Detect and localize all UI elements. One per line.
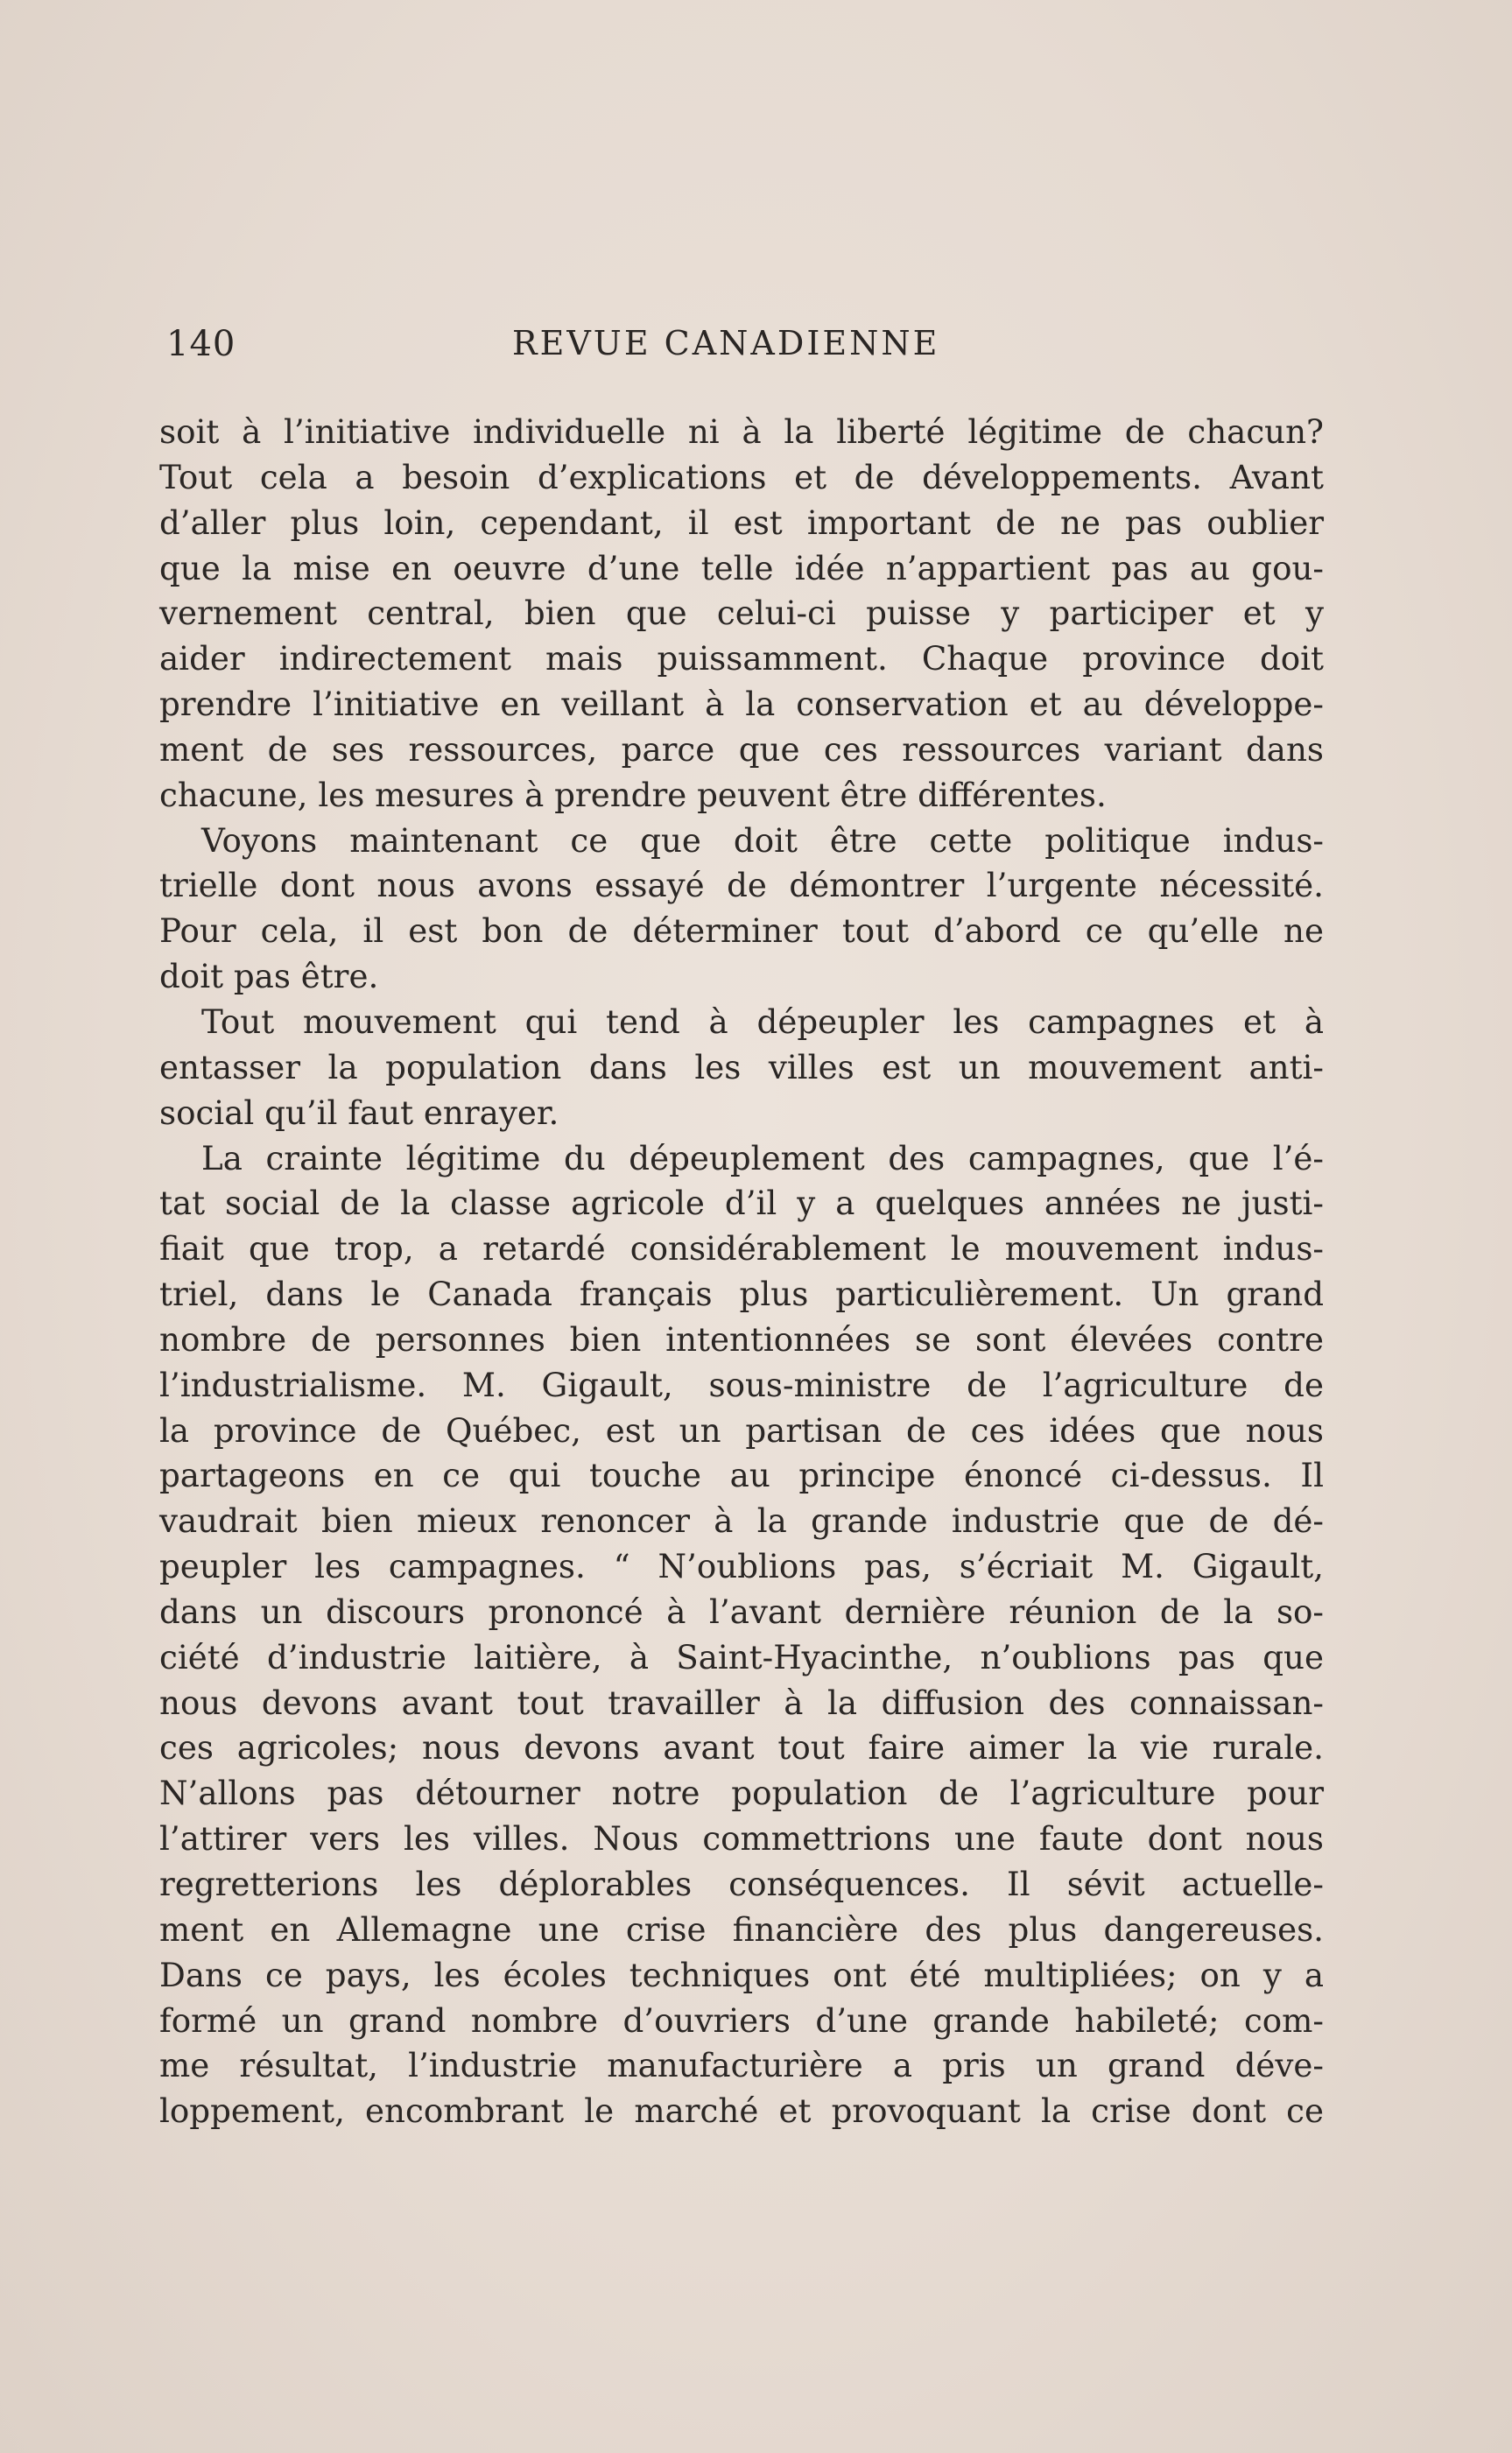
text-line: social qu’il faut enrayer. — [159, 1093, 559, 1132]
running-head — [166, 324, 1331, 368]
text-line: La crainte légitime du dépeuplement des campagnes, que l’é- — [201, 1138, 1324, 1177]
text-line: Tout cela a besoin d’explications et de développements. Avant — [159, 457, 1324, 496]
text-line: ment de ses ressources, parce que ces ressources variant dans — [159, 729, 1324, 769]
page-number: 140 — [166, 324, 236, 364]
text-line: d’aller plus loin, cependant, il est important de ne pas oublier — [159, 503, 1324, 542]
text-line: vernement central, bien que celui-ci puisse y participer et y — [159, 594, 1324, 633]
text-line: ciété d’industrie laitière, à Saint-Hyacinthe, n’oublions pas que — [159, 1637, 1324, 1676]
text-line: nombre de personnes bien intentionnées se sont élevées contre — [159, 1319, 1324, 1359]
text-line: N’allons pas détourner notre population de l’agriculture pour — [159, 1774, 1324, 1813]
text-line: Tout mouvement qui tend à dépeupler les campagnes et à — [201, 1002, 1324, 1041]
text-line: l’industrialisme. M. Gigault, sous-ministre de l’agriculture de — [159, 1365, 1324, 1404]
journal-title: REVUE CANADIENNE — [512, 324, 940, 362]
text-line: dans un discours prononcé à l’avant dernière réunion de la so- — [159, 1592, 1324, 1631]
text-line: chacune, les mesures à prendre peuvent être différentes. — [159, 775, 1107, 814]
text-line: Dans ce pays, les écoles techniques ont été multipliées; on y a — [159, 1955, 1324, 1994]
text-line: loppement, encombrant le marché et provoquant la crise dont ce — [159, 2091, 1324, 2131]
text-line: que la mise en oeuvre d’une telle idée n’appartient pas au gou- — [159, 548, 1324, 587]
text-line: ces agricoles; nous devons avant tout faire aimer la vie rurale. — [159, 1728, 1324, 1768]
text-line: triel, dans le Canada français plus particulièrement. Un grand — [159, 1275, 1324, 1314]
text-line: formé un grand nombre d’ouvriers d’une grande habileté; com- — [159, 2000, 1324, 2040]
text-line: prendre l’initiative en veillant à la conservation et au développe- — [159, 685, 1324, 724]
text-line: regretterions les déplorables conséquences. Il sévit actuelle- — [159, 1865, 1324, 1903]
text-line: trielle dont nous avons essayé de démontrer l’urgente nécessité. — [159, 866, 1324, 905]
text-line: Pour cela, il est bon de déterminer tout d’abord ce qu’elle ne — [159, 911, 1324, 951]
body-text — [159, 410, 1324, 2134]
text-line: partageons en ce qui touche au principe énoncé ci-dessus. Il — [159, 1456, 1324, 1495]
text-line: fiait que trop, a retardé considérablement le mouvement indus- — [159, 1229, 1324, 1269]
text-line: entasser la population dans les villes est un mouvement anti- — [159, 1047, 1324, 1086]
text-line: nous devons avant tout travailler à la diffusion des connaissan- — [159, 1683, 1324, 1722]
text-line: aider indirectement mais puissamment. Chaque province doit — [159, 639, 1324, 678]
text-line: vaudrait bien mieux renoncer à la grande industrie que de dé- — [159, 1501, 1324, 1541]
text-line: la province de Québec, est un partisan de ces idées que nous — [159, 1410, 1324, 1450]
text-line: tat social de la classe agricole d’il y a quelques années ne justi- — [159, 1184, 1324, 1223]
text-line: doit pas être. — [159, 957, 379, 996]
text-line: me résultat, l’industrie manufacturière a pris un grand déve- — [159, 2046, 1324, 2085]
text-line: ment en Allemagne une crise financière des plus dangereuses. — [159, 1909, 1324, 1949]
text-line: peupler les campagnes. “ N’oublions pas, s’écriait M. Gigault, — [159, 1547, 1324, 1586]
text-line: soit à l’initiative individuelle ni à la liberté légitime de chacun? — [159, 412, 1324, 451]
text-line: Voyons maintenant ce que doit être cette politique indus- — [201, 820, 1324, 860]
text-line: l’attirer vers les villes. Nous commettrions une faute dont nous — [159, 1819, 1324, 1859]
